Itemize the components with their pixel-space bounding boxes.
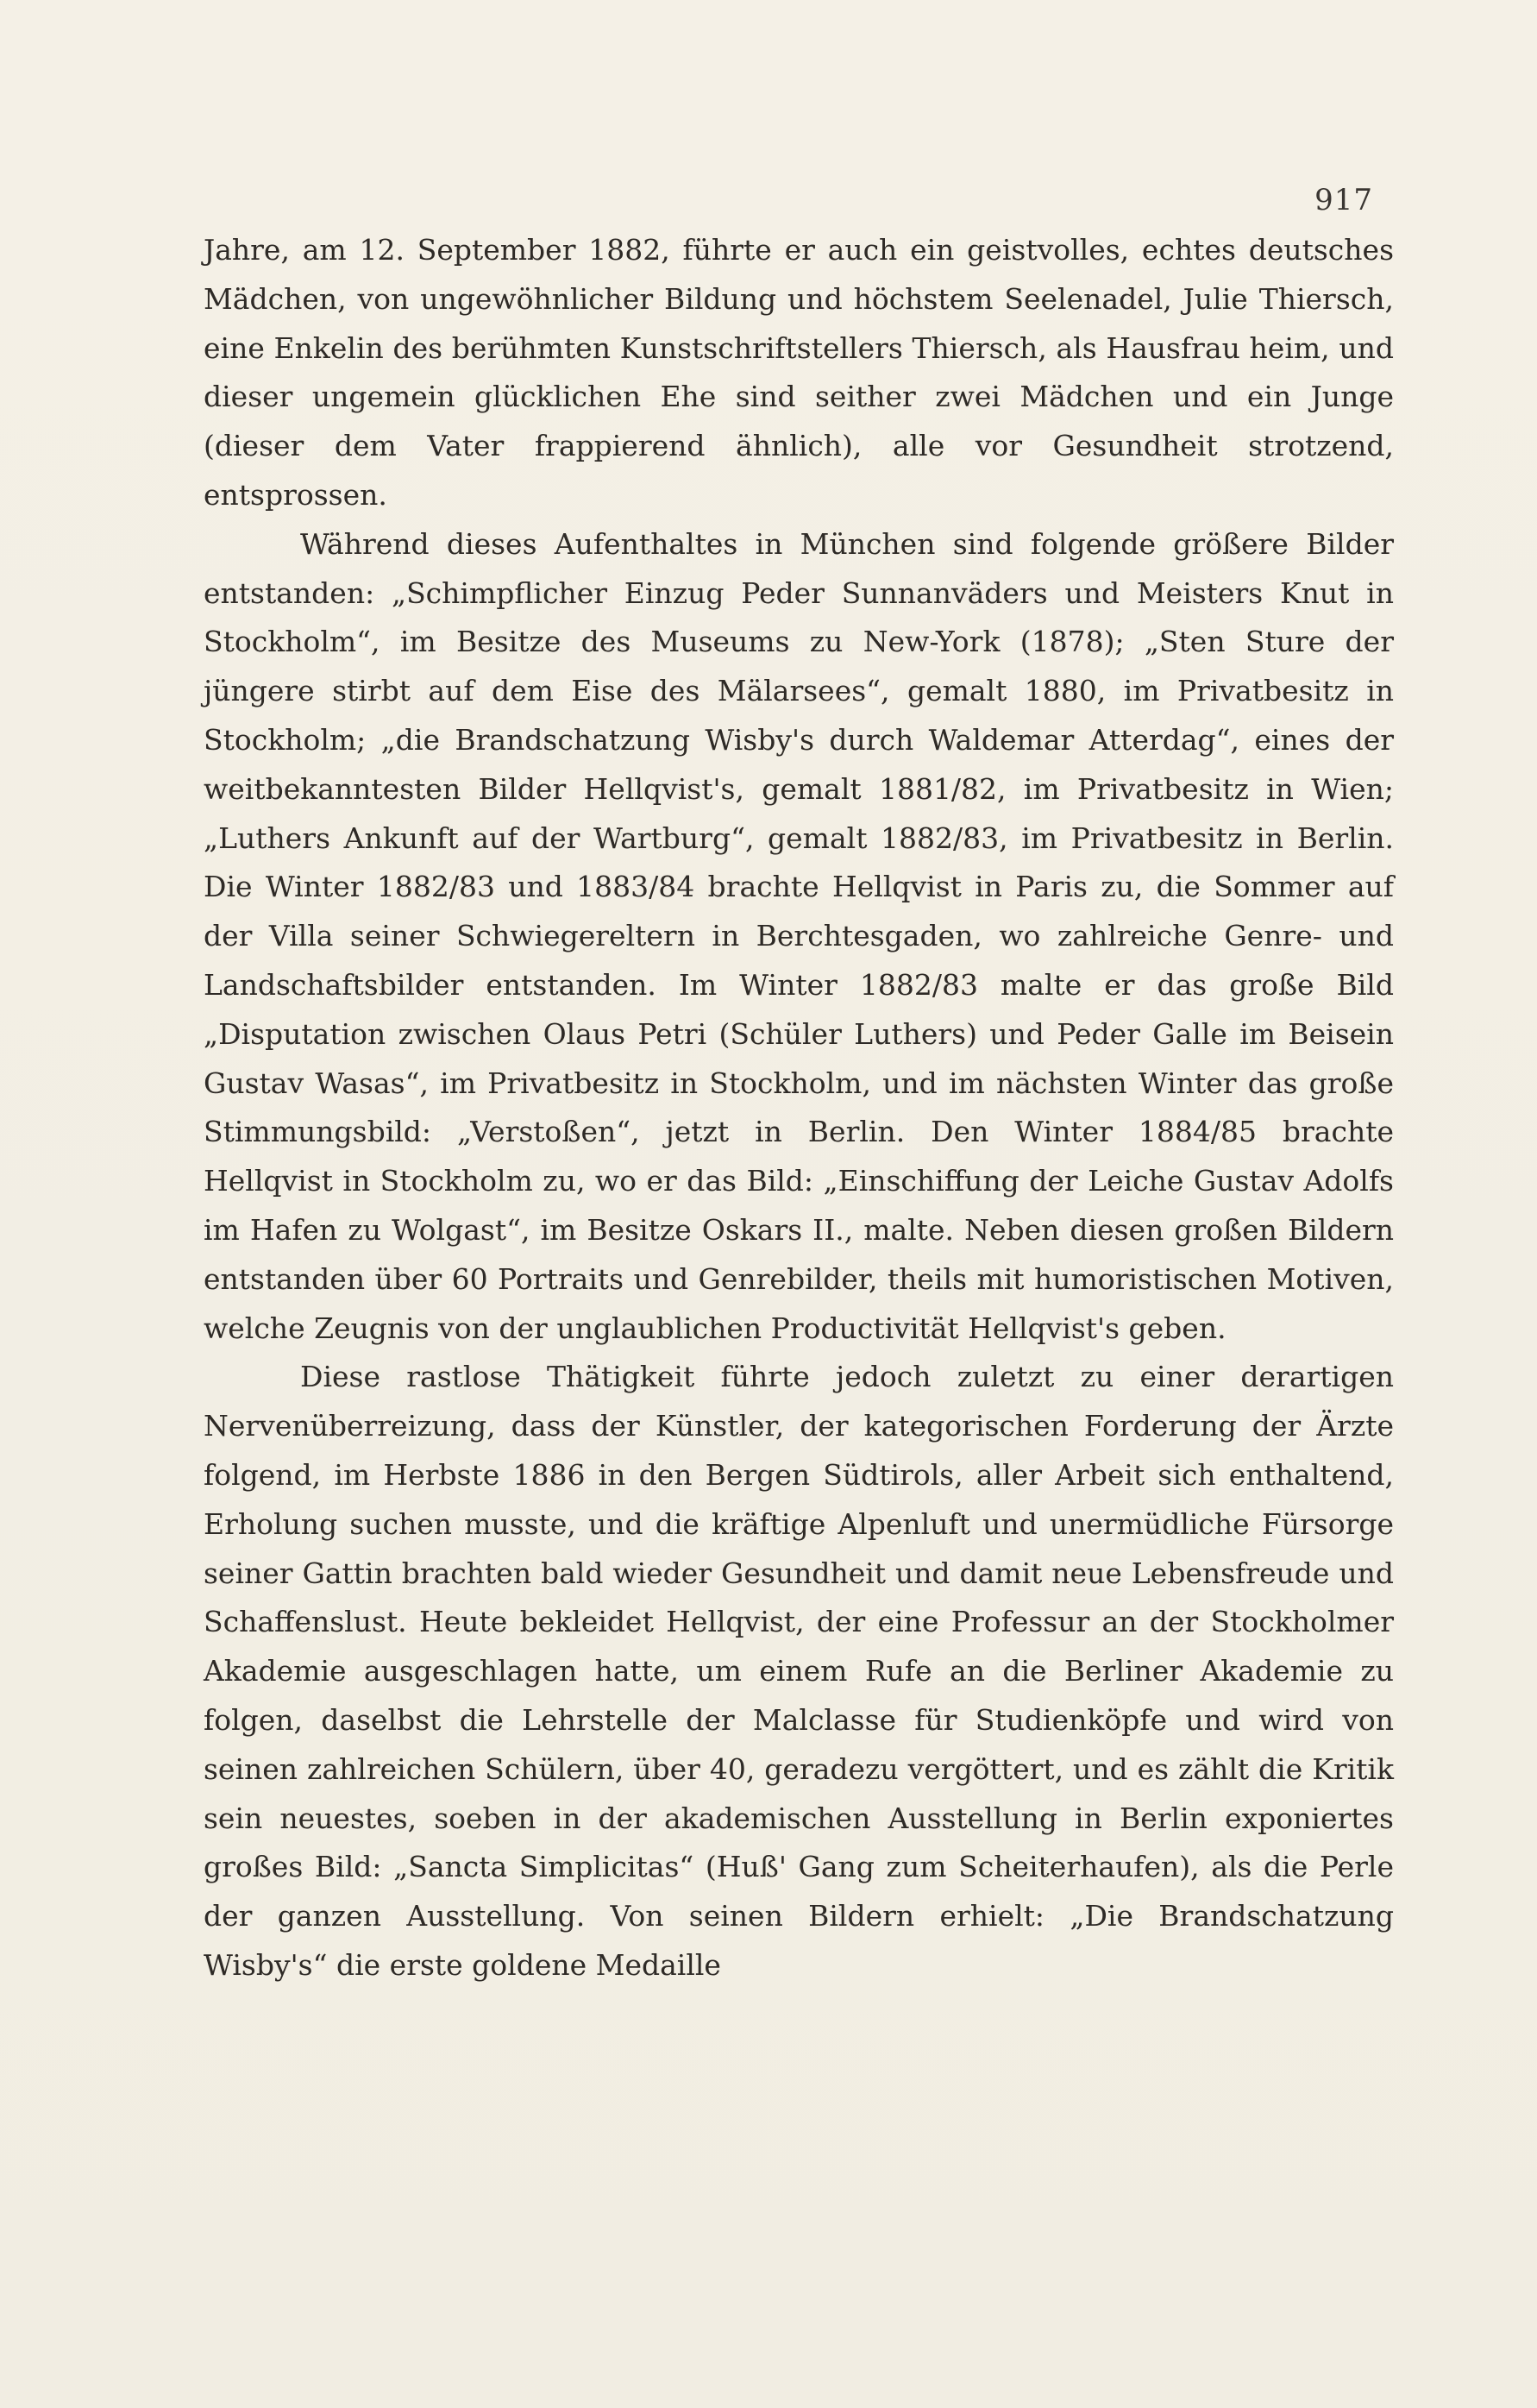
paragraph-illness-professorship: Diese rastlose Thätigkeit führte jedoch zuletzt zu einer derartigen Nervenüberreizung, dass der Künstler, der kategorischen Forderung der Ärzte folgend, im Herbste 1886 in den Bergen Südtirols, aller Arbeit sich enthaltend, Erholung suchen musste, und die kräftige Alpenluft und unermüdliche Fürsorge seiner Gattin brachten bald wieder Gesundheit und damit neue Lebensfreude und Schaffenslust. Heute bekleidet Hellqvist, der eine Professur an der Stockholmer Akademie ausgeschlagen hatte, um einem Rufe an die Berliner Akademie zu folgen, daselbst die Lehrstelle der Malclasse für Studienköpfe und wird von seinen zahlreichen Schülern, über 40, geradezu vergöttert, und es zählt die Kritik sein neuestes, soeben in der akademischen Ausstellung in Berlin exponiertes großes Bild: „Sancta Simplicitas“ (Huß' Gang zum Scheiterhaufen), als die Perle der ganzen Ausstellung. Von seinen Bildern erhielt: „Die Brandschatzung Wisby's“ die erste goldene Medaille xyxy=(204,1360,1394,1982)
page-number: 917 xyxy=(1314,183,1373,217)
body-text xyxy=(204,226,1394,1990)
paragraph-munich-works: Während dieses Aufenthaltes in München sind folgende größere Bilder entstanden: „Schimpflicher Einzug Peder Sunnanväders und Meisters Knut in Stockholm“, im Besitze des Museums zu New-York (1878); „Sten Sture der jüngere stirbt auf dem Eise des Mälarsees“, gemalt 1880, im Privatbesitz in Stockholm; „die Brandschatzung Wisby's durch Waldemar Atterdag“, eines der weitbekanntesten Bilder Hellqvist's, gemalt 1881/82, im Privatbesitz in Wien; „Luthers Ankunft auf der Wartburg“, gemalt 1882/83, im Privatbesitz in Berlin. Die Winter 1882/83 und 1883/84 brachte Hellqvist in Paris zu, die Sommer auf der Villa seiner Schwiegereltern in Berchtesgaden, wo zahlreiche Genre- und Landschaftsbilder entstanden. Im Winter 1882/83 malte er das große Bild „Disputation zwischen Olaus Petri (Schüler Luthers) und Peder Galle im Beisein Gustav Wasas“, im Privatbesitz in Stockholm, und im nächsten Winter das große Stimmungsbild: „Verstoßen“, jetzt in Berlin. Den Winter 1884/85 brachte Hellqvist in Stockholm zu, wo er das Bild: „Einschiffung der Leiche Gustav Adolfs im Hafen zu Wolgast“, im Besitze Oskars II., malte. Neben diesen großen Bildern entstanden über 60 Portraits und Genrebilder, theils mit humoristischen Motiven, welche Zeugnis von der unglaublichen Productivität Hellqvist's geben. xyxy=(204,526,1394,1345)
paragraph-continuation: Jahre, am 12. September 1882, führte er auch ein geistvolles, echtes deutsches Mädchen, von ungewöhnlicher Bildung und höchstem Seelenadel, Julie Thiersch, eine Enkelin des berühmten Kunstschriftstellers Thiersch, als Hausfrau heim, und dieser ungemein glücklichen Ehe sind seither zwei Mädchen und ein Junge (dieser dem Vater frappierend ähnlich), alle vor Gesundheit strotzend, entsprossen. xyxy=(204,233,1394,512)
